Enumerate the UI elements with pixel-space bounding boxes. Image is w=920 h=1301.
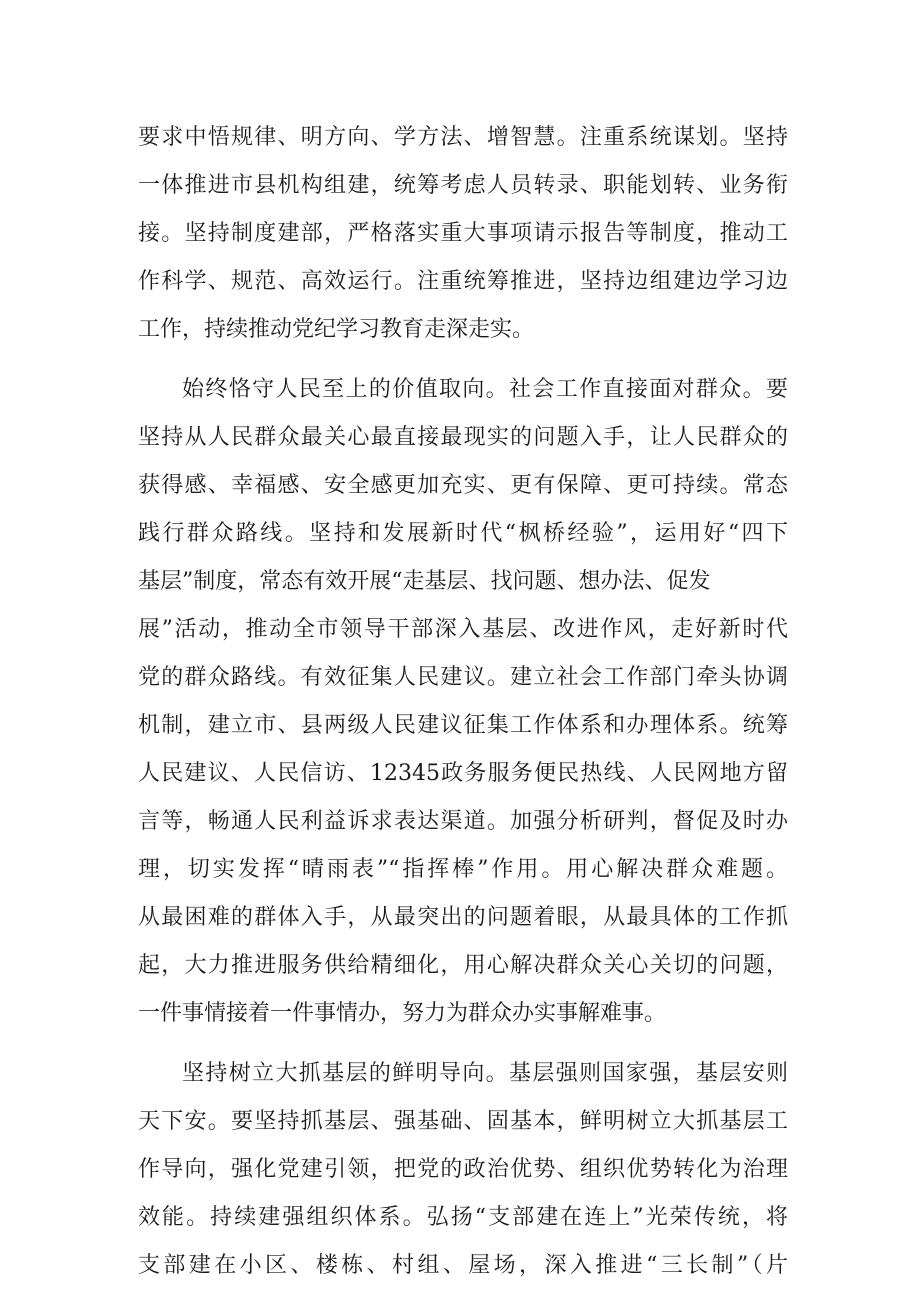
text-line: 人民建议、人民信访、12345政务服务便民热线、人民网地方留 (138, 761, 788, 786)
text-line: 起，大力推进服务供给精细化，用心解决群众关心关切的问题， (138, 953, 788, 978)
text-line: 机制，建立市、县两级人民建议征集工作体系和办理体系。统筹 (138, 713, 788, 738)
text-line: 言等，畅通人民利益诉求表达渠道。加强分析研判，督促及时办 (138, 809, 788, 834)
body-text (138, 114, 788, 1290)
text-line: 要求中悟规律、明方向、学方法、增智慧。注重系统谋划。坚持 (138, 125, 788, 150)
paragraph-gap (138, 354, 788, 366)
text-line: 接。坚持制度建部，严格落实重大事项请示报告等制度，推动工 (138, 221, 788, 246)
text-line: 一体推进市县机构组建，统筹考虑人员转录、职能划转、业务衔 (138, 173, 788, 198)
text-line: 党的群众路线。有效征集人民建议。建立社会工作部门牵头协调 (138, 665, 788, 690)
text-line: 作科学、规范、高效运行。注重统筹推进，坚持边组建边学习边 (138, 269, 788, 294)
text-line: 展”活动，推动全市领导干部深入基层、改进作风，走好新时代 (138, 617, 788, 642)
text-line: 一件事情接着一件事情办，努力为群众办实事解难事。 (138, 1001, 667, 1026)
text-line: 从最困难的群体入手，从最突出的问题着眼，从最具体的工作抓 (138, 905, 788, 930)
text-line: 获得感、幸福感、安全感更加充实、更有保障、更可持续。常态 (138, 473, 788, 498)
text-line: 支部建在小区、楼栋、村组、屋场，深入推进“三长制”（片 (138, 1253, 788, 1278)
text-line: 践行群众路线。坚持和发展新时代“枫桥经验”，运用好“四下 (138, 521, 788, 546)
paragraph-gap (138, 1038, 788, 1050)
text-line: 基层”制度，常态有效开展“走基层、找问题、想办法、促发 (138, 569, 711, 594)
text-line: 理，切实发挥“晴雨表”“指挥棒”作用。用心解决群众难题。 (138, 857, 788, 882)
text-line: 效能。持续建强组织体系。弘扬“支部建在连上”光荣传统，将 (138, 1205, 788, 1230)
text-line: 作导向，强化党建引领，把党的政治优势、组织优势转化为治理 (138, 1157, 788, 1182)
text-line: 工作，持续推动党纪学习教育走深走实。 (138, 317, 535, 342)
text-line: 坚持树立大抓基层的鲜明导向。基层强则国家强，基层安则 (182, 1061, 788, 1086)
text-line: 始终恪守人民至上的价值取向。社会工作直接面对群众。要 (182, 377, 788, 402)
text-line: 坚持从人民群众最关心最直接最现实的问题入手，让人民群众的 (138, 425, 788, 450)
text-line: 天下安。要坚持抓基层、强基础、固基本，鲜明树立大抓基层工 (138, 1109, 788, 1134)
